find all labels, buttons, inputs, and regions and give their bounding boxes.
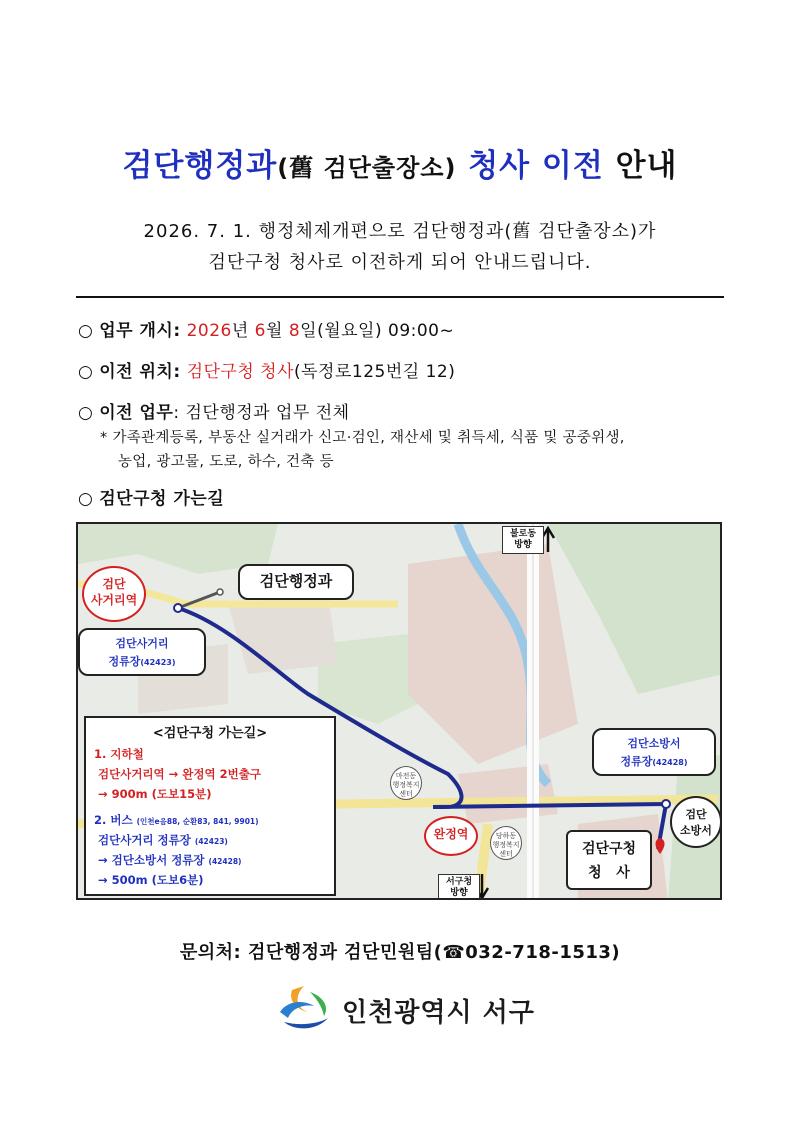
location-address: (독정로125번길 12)	[294, 362, 456, 382]
item-route	[78, 484, 224, 509]
office-line2: 청 사	[588, 865, 630, 881]
intro-line2: 검단구청 청사로 이전하게 되어 안내드립니다.	[208, 252, 592, 273]
subway-line2: → 900m (도보15분)	[98, 787, 212, 801]
bus-line2-code: (42428)	[208, 857, 242, 866]
start-rest: 일(월요일) 09:00~	[300, 321, 455, 341]
stop1-code: (42423)	[140, 658, 176, 667]
location-label: 이전 위치:	[99, 362, 181, 382]
stop-callout-fire-station	[592, 728, 716, 776]
stop2-name: 검단소방서	[627, 737, 681, 750]
seo-gu-logo	[274, 982, 534, 1038]
circle-bullet-icon: ○	[78, 362, 94, 382]
intro-line1: 2026. 7. 1. 행정체제개편으로 검단행정과(舊 검단출장소)가	[143, 221, 657, 242]
bus-line1-text: 검단사거리 정류장	[98, 833, 191, 847]
wanjeong-station-bubble: 완정역	[424, 816, 478, 856]
district-office-callout	[566, 830, 652, 890]
logo-text: 인천광역시 서구	[342, 998, 535, 1028]
start-year: 2026	[186, 321, 232, 341]
bus-line3: → 500m (도보6분)	[98, 873, 204, 887]
start-year-unit: 년	[231, 321, 255, 341]
bus-heading-row	[94, 812, 259, 828]
bus-line1	[98, 832, 228, 848]
title-part4: 안내	[615, 148, 678, 184]
item-start	[78, 316, 454, 341]
office-line1: 검단구청	[581, 841, 637, 857]
route-map	[76, 522, 722, 900]
south-direction-label: 서구청 방향	[438, 874, 480, 900]
page-title	[0, 140, 800, 185]
start-day: 8	[288, 321, 301, 341]
work-label: 이전 업무	[99, 403, 174, 423]
intro-text	[0, 216, 800, 278]
circle-bullet-icon: ○	[78, 489, 94, 509]
subway-heading: 1. 지하철	[94, 747, 144, 761]
item-work	[78, 398, 350, 423]
directions-box	[84, 716, 336, 896]
bus-line2	[98, 852, 241, 868]
circle-bullet-icon: ○	[78, 321, 94, 341]
department-callout: 검단행정과	[238, 564, 354, 600]
dangha-center-label: 당하동 행정복지 센터	[490, 826, 522, 860]
work-value: : 검단행정과 업무 전체	[173, 403, 350, 423]
station-bubble: 검단 사거리역	[82, 566, 146, 622]
stop2-label: 정류장	[620, 755, 653, 768]
stop2-code: (42428)	[652, 758, 688, 767]
stop1-name: 검단사거리	[115, 637, 169, 650]
title-part3: 청사 이전	[468, 148, 604, 184]
stop1-label: 정류장	[108, 655, 141, 668]
start-month-unit: 월	[265, 321, 289, 341]
work-note	[100, 426, 625, 474]
bus-heading: 2. 버스	[94, 813, 133, 827]
item-location	[78, 357, 455, 382]
title-part2: (舊 검단출장소)	[277, 154, 457, 182]
contact-info: 문의처: 검단행정과 검단민원팀(☎032-718-1513)	[179, 942, 621, 963]
directions-title: <검단구청 가는길>	[152, 726, 268, 741]
bus-lines: (인천e음88, 순환83, 841, 9901)	[136, 817, 259, 826]
start-month: 6	[254, 321, 266, 341]
fire-station-bubble: 검단 소방서	[670, 796, 722, 848]
bus-line2-text: → 검단소방서 정류장	[98, 853, 205, 867]
subway-line1: 검단사거리역 → 완정역 2번출구	[98, 767, 261, 781]
title-part1: 검단행정과	[122, 148, 278, 184]
location-place: 검단구청 청사	[186, 362, 294, 382]
majeon-center-label: 마전동 행정복지 센터	[390, 766, 422, 800]
bus-line1-code: (42423)	[194, 837, 228, 846]
circle-bullet-icon: ○	[78, 403, 94, 423]
note-line1: * 가족관계등록, 부동산 실거래가 신고·검인, 재산세 및 취득세, 식품 및 공중위생,	[100, 430, 625, 446]
north-direction-label: 불로동 방향	[502, 526, 544, 554]
divider	[76, 296, 724, 298]
stop-callout-geomdan-sageori	[78, 628, 206, 676]
route-label: 검단구청 가는길	[99, 489, 225, 509]
start-label: 업무 개시:	[99, 321, 181, 341]
note-line2: 농업, 광고물, 도로, 하수, 건축 등	[118, 454, 334, 470]
seo-gu-emblem-icon	[274, 982, 338, 1038]
